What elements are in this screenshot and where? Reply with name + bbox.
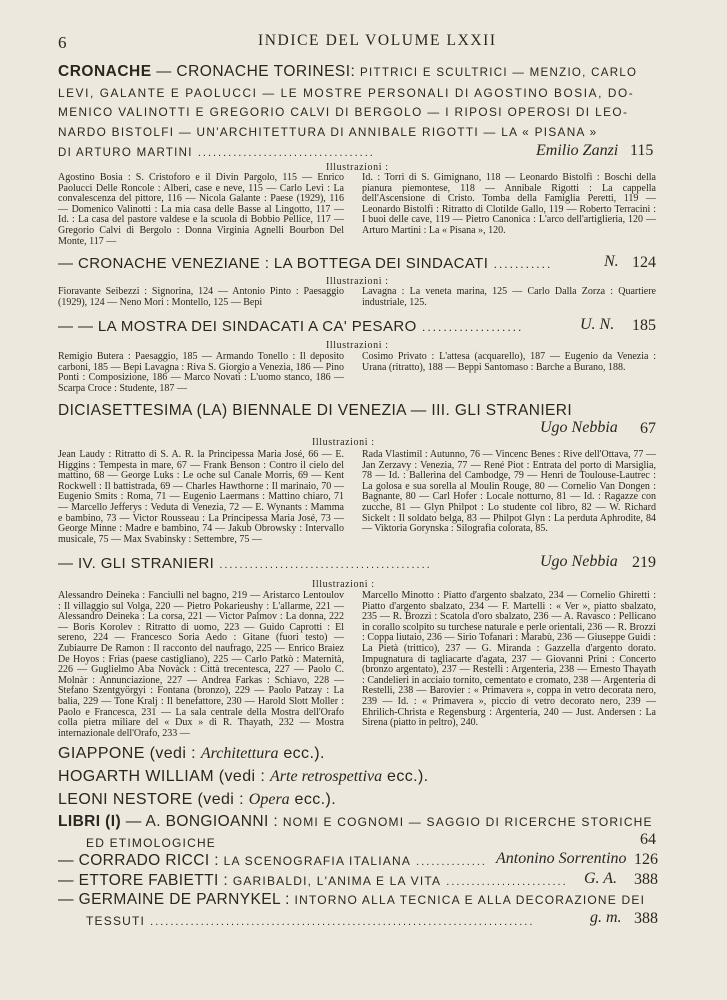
entry-name: — GERMAINE DE PARNYKEL : [58, 891, 290, 908]
entry-name: HOGARTH WILLIAM (vedi : [58, 768, 266, 785]
entry-name: — ETTORE FABIETTI : [58, 872, 229, 889]
entry-biennale: DICIASETTESIMA (LA) BIENNALE DI VENEZIA — III. GLI STRANIERI [58, 402, 573, 419]
entry-page: 219 [632, 554, 656, 571]
entry-page: 124 [632, 254, 656, 271]
entry-title: — — LA MOSTRA DEI SINDACATI A CA' PESARO [58, 318, 417, 335]
entry-author: Ugo Nebbia [540, 419, 618, 436]
entry-title: CRONACHE TORINESI: [176, 63, 356, 80]
entry-author: g. m. [590, 909, 622, 926]
illustrations-left-column: Alessandro Deineka : Fanciulli nel bagno, 219 — Aristarco Lentoulov : Il villaggio sul Volga, 220 — Pietro Pokarieushy : L'allarme, 221 — Alessandro Deineka : La corsa, 221 — Victor Palmov : La donna, 222 — Boris Korolev : Ritratto di uomo, 223 — Guido Caprotti : El sereno, 224 — Francesco Soria Aedo : Gitane (fuori testo) — Zubiaurre De Ramon : Il racconto del naufrago, 225 — Enrico Braiez De Hoyos : Frias (paese castigliano), 225 — Carlo Patkò : Maternità, 226 — Guglielmo Aba Novàck : Città trecentesca, 227 — Paolo C. Molnàr : Annunciazione, 227 — Andrea Farkas : Schiavo, 228 — Stefano Szentgyörgyi : Fontana (bronzo), 229 — Paolo Patzay : La balia, 229 — Tone Kralj : Il benefattore, 230 — Harold Slott Moller : Paolo e Francesca, 231 — La sala centrale della Mostra dell'Orafo colla pietra miliare del « Dux » di R. Thayath, 232 — Mostra internazionale dell'Orafo, 233 — [58, 590, 344, 739]
entry-page: 126 [634, 851, 658, 868]
illustrations-label: Illustrazioni : [312, 437, 375, 448]
entry-ricci: — CORRADO RICCI : LA SCENOGRAFIA ITALIANA .............. [58, 852, 487, 869]
entry-author: U. N. [580, 316, 615, 333]
entry-parnykel [58, 891, 645, 909]
entry-tail: ecc.). [387, 768, 429, 785]
entry-title: — CRONACHE VENEZIANE : LA BOTTEGA DEI SINDACATI [58, 255, 489, 272]
entry-lead: CRONACHE [58, 63, 152, 80]
entry-stranieri-iv: — IV. GLI STRANIERI .......................................... [58, 555, 432, 572]
illustrations-left-column: Jean Laudy : Ritratto di S. A. R. la Principessa Maria José, 66 — E. Higgins : Tempesta in mare, 67 — Frank Benson : Contro il cielo del mattino, 68 — George Luks : Le oche sul Canale Morris, 69 — Kent Rockwell : Il battistrada, 69 — Charles Hawthorne : Il marinaio, 70 — Eugenio Smits : Roma, 71 — Eugenio Laermans : Mattino chiaro, 71 — Marcello Jefferys : Veduta di Venezia, 72 — E. Wynants : Mamma e bambino, 73 — Victor Rousseau : La Principessa Maria José, 73 — George Minne : Madre e bambino, 74 — Jakub Obrowsky : Intervallo musicale, 75 — Max Svabinsky : Settembre, 75 — [58, 449, 344, 545]
entry-page: 64 [640, 831, 656, 848]
illustrations-label: Illustrazioni : [326, 276, 389, 287]
entry-page: 185 [632, 317, 656, 334]
entry-name: GIAPPONE (vedi : [58, 745, 196, 762]
entry-subtitle: NOMI E COGNOMI — SAGGIO DI RICERCHE STORICHE [282, 815, 653, 829]
entry-parnykel-cont: TESSUTI ............................................................................ [86, 914, 535, 928]
illustrations-left-column: Agostino Bosia : S. Cristoforo e il Divin Pargolo, 115 — Enrico Paolucci Delle Roncole : Alberi, case e neve, 115 — Carlo Levi : La convalescenza del pittore, 116 — Nicola Galante : Paese (1929), 116 — Domenico Valinotti : La mia casa delle Basse al Lingotto, 117 — Id. : La casa del pastore valdese e la scuola di Bobbio Pellice, 117 — Gregorio Calvi di Bergolo : Donna Virginia Agnelli Bourbon Del Monte, 117 — [58, 172, 344, 247]
entry-line: MENICO VALINOTTI E GREGORIO CALVI DI BERGOLO — I RIPOSI OPEROSI DI LEO- [58, 105, 629, 119]
entry-subtitle: GARIBALDI, L'ANIMA E LA VITA [232, 874, 442, 888]
entry-page: 115 [630, 142, 654, 159]
entry-reference: Architettura [200, 745, 279, 762]
entry-line: LEVI, GALANTE E PAOLUCCI — LE MOSTRE PERSONALI DI AGOSTINO BOSIA, DO- [58, 85, 635, 100]
entry-author: Antonino Sorrentino [496, 850, 627, 867]
entry-tail: ecc.). [283, 745, 325, 762]
entry-page: 67 [640, 420, 656, 437]
entry-giappone [58, 745, 325, 763]
entry-cronache-veneziane: — CRONACHE VENEZIANE : LA BOTTEGA DEI SINDACATI ........... [58, 255, 553, 272]
illustrations-left-column: Remigio Butera : Paesaggio, 185 — Armando Tonello : Il deposito carboni, 185 — Bepi Lavagna : Riva S. Giorgio a Venezia, 186 — Pino Ponti : Composizione, 186 — Marco Novati : L'uomo stanco, 186 — Scarpa Croce : Studente, 187 — [58, 351, 344, 394]
illustrations-right-column: Rada Vlastimil : Autunno, 76 — Vincenc Benes : Rive dell'Ottava, 77 — Jan Zerzavy : Venezia, 77 — René Piot : Entrata del porto di Marsiglia, 78 — Id. : Ballerina del Cambodge, 79 — Henri de Toulouse-Lautrec : La golosa e sua sorella al Moulin Rouge, 80 — Cornelio Van Dongen : Bagnante, 80 — Carl Hofer : Locale notturno, 81 — Id. : Ragazze con zucche, 81 — Glyn Philpot : Lo studente col libro, 82 — W. Richard Sickelt : Il soldato belga, 83 — Philpot Glyn : La perduta Aphrodite, 84 — Viktoria Gorynska : Silografia colorata, 85. [362, 449, 656, 535]
entry-name: — CORRADO RICCI : [58, 852, 219, 869]
illustrations-left-column: Fioravante Seibezzi : Signorina, 124 — Antonio Pinto : Paesaggio (1929), 124 — Neno Mori : Montello, 125 — Bepi [58, 286, 344, 308]
entry-name: LEONI NESTORE (vedi : [58, 791, 244, 808]
entry-subtitle: PITTRICI E SCULTRICI — MENZIO, CARLO [360, 67, 638, 79]
entry-hogarth [58, 768, 429, 786]
illustrations-right-column: Cosimo Privato : L'attesa (acquarello), 187 — Eugenio da Venezia : Urana (ritratto), 188 — Beppi Santomaso : Barche a Burano, 188. [362, 351, 656, 373]
entry-page: 388 [634, 871, 658, 888]
entry-dash: — [156, 63, 172, 80]
illustrations-label: Illustrazioni : [326, 340, 389, 351]
entry-reference: Arte retrospettiva [270, 768, 383, 785]
entry-author: Ugo Nebbia [540, 553, 618, 570]
illustrations-label: Illustrazioni : [312, 579, 375, 590]
illustrations-label: Illustrazioni : [326, 162, 389, 173]
entry-leoni [58, 791, 336, 809]
illustrations-right-column: Marcello Minotto : Piatto d'argento sbalzato, 234 — Cornelio Ghiretti : Piatto d'argento sbalzato, 234 — F. Martelli : « Ver », piatto sbalzato, 235 — R. Brozzi : Scatola d'oro sbalzato, 236 — A. Ravasco : Pellicano in corallo scolpito su turchese naturale e perle orientali, 236 — R. Brozzi : Coppa liutaio, 236 — Sirio Tofanari : Marabù, 236 — Giuseppe Guidi : La Pietà (trittico), 237 — G. Miranda : Gazzella d'argento dorato. Impugnatura di tagliacarte d'agata, 237 — Giovanni Prini : Concerto (bronzo argentato), 237 — Restelli : Argenteria, 238 — Ernesto Thayath : Candelieri in acciaio tornito, cementato e cromato, 238 — Argenteria di Restelli, 238 — Barovier : « Primavera », coppa in vetro decorata nero, 239 — Id. : « Primavera », piccio di vetro decorato nero, 239 — Ehrilich-Christa e Regensburg : Argenteria, 240 — Just. Andersen : La Sirena (piatto in peltro), 240. [362, 590, 656, 729]
entry-author: G. A. [584, 870, 618, 887]
entry-libri-cont [86, 834, 216, 851]
entry-line: TESSUTI [86, 914, 146, 928]
entry-line: ED ETIMOLOGICHE [86, 836, 217, 850]
entry-line: NARDO BISTOLFI — UN'ARCHITETTURA DI ANNIBALE RIGOTTI — LA « PISANA » [58, 124, 598, 139]
entry-reference: Opera [248, 791, 290, 808]
running-title: INDICE DEL VOLUME LXXII [258, 32, 497, 49]
page-number: 6 [58, 33, 67, 52]
entry-page: 388 [634, 910, 658, 927]
illustrations-right-column: Lavagna : La veneta marina, 125 — Carlo Dalla Zorza : Quartiere industriale, 125. [362, 286, 656, 308]
entry-cronache-torinesi: CRONACHE — CRONACHE TORINESI: PITTRICI E SCULTRICI — MENZIO, CARLO LEVI, GALANTE E PAOLUCCI — LE MOSTRE PERSONALI DI AGOSTINO BOSIA, DO- MENICO VALINOTTI E GREGORIO CALVI DI BERGOLO — I RIPOSI OPEROSI DI LEO- NARDO BISTOLFI — UN'ARCHITETTURA DI ANNIBALE RIGOTTI — LA « PISANA » DI ARTURO MARTINI ................................... Emilio Zanzi 115 [58, 62, 656, 162]
entry-name: — A. BONGIOANNI : [125, 813, 279, 830]
entry-line: DI ARTURO MARTINI [58, 147, 193, 159]
entry-libri [58, 813, 653, 831]
entry-tail: ecc.). [294, 791, 337, 808]
entry-mostra-sindacati: — — LA MOSTRA DEI SINDACATI A CA' PESARO ................... [58, 318, 524, 335]
entry-author: N. [604, 253, 619, 270]
entry-author: Emilio Zanzi [536, 142, 619, 159]
illustrations-right-column: Id. : Torri di S. Gimignano, 118 — Leonardo Bistolfi : Boschi della pianura piemontese, 118 — Annibale Rigotti : La cappella dell'Ascensione di Cristo. Tomba della Famiglia Peretti, 119 — Leonardo Bistolfi : Ritratto di Clotilde Gallo, 119 — Roberto Terracini : I buoi delle cave, 119 — Pietro Canonica : L'arco dell'artiglieria, 120 — Arturo Martini : La « Pisana », 120. [362, 172, 656, 236]
entry-subtitle: LA SCENOGRAFIA ITALIANA [223, 854, 412, 868]
entry-subtitle: INTORNO ALLA TECNICA E ALLA DECORAZIONE DEI [294, 893, 646, 907]
entry-lead: LIBRI (I) [58, 813, 122, 830]
entry-fabietti: — ETTORE FABIETTI : GARIBALDI, L'ANIMA E LA VITA ........................ [58, 872, 568, 889]
entry-title: — IV. GLI STRANIERI [58, 555, 215, 572]
